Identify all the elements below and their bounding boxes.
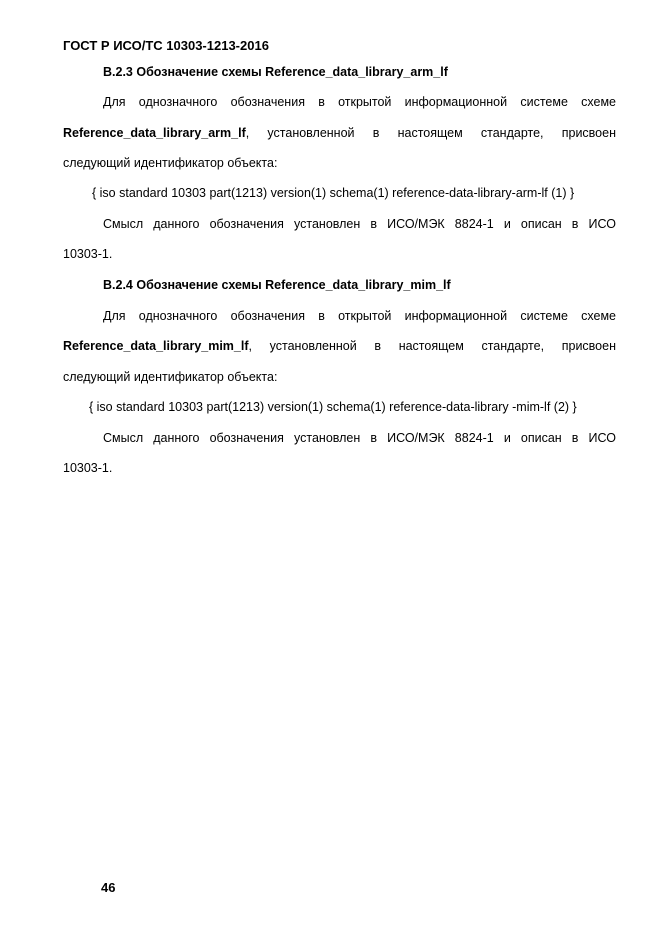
b24-paragraph2-line1: Смысл данного обозначения установлен в ИСО/МЭК 8824-1 и описан в ИСО	[103, 431, 616, 445]
b23-paragraph2-line2: 10303-1.	[63, 247, 113, 261]
b23-paragraph1-line3: следующий идентификатор объекта:	[63, 156, 278, 170]
b24-schema-name: Reference_data_library_mim_lf	[63, 339, 249, 353]
b24-object-identifier: { iso standard 10303 part(1213) version(1) schema(1) reference-data-library -mim-lf (2) }	[89, 400, 577, 414]
b23-object-identifier: { iso standard 10303 part(1213) version(1) schema(1) reference-data-library-arm-lf (1) }	[92, 186, 575, 200]
b23-paragraph1-line2-rest: , установленной в настоящем стандарте, присвоен	[245, 126, 616, 140]
b24-paragraph1-line2-rest: , установленной в настоящем стандарте, присвоен	[248, 339, 616, 353]
b23-paragraph1-line1: Для однозначного обозначения в открытой информационной системе схеме	[103, 95, 616, 109]
b24-paragraph1-line3: следующий идентификатор объекта:	[63, 370, 278, 384]
b23-schema-name: Reference_data_library_arm_lf	[63, 126, 246, 140]
page-number: 46	[101, 880, 116, 895]
section-heading-b23: В.2.3 Обозначение схемы Reference_data_library_arm_lf	[103, 65, 448, 79]
document-header-id: ГОСТ Р ИСО/ТС 10303-1213-2016	[63, 38, 269, 53]
b24-paragraph1-line1: Для однозначного обозначения в открытой информационной системе схеме	[103, 309, 616, 323]
b23-paragraph2-line1: Смысл данного обозначения установлен в ИСО/МЭК 8824-1 и описан в ИСО	[103, 217, 616, 231]
b24-paragraph1-line2	[63, 338, 616, 354]
section-heading-b24: В.2.4 Обозначение схемы Reference_data_library_mim_lf	[103, 278, 451, 292]
b23-paragraph1-line2	[63, 125, 616, 141]
b24-paragraph2-line2: 10303-1.	[63, 461, 113, 475]
